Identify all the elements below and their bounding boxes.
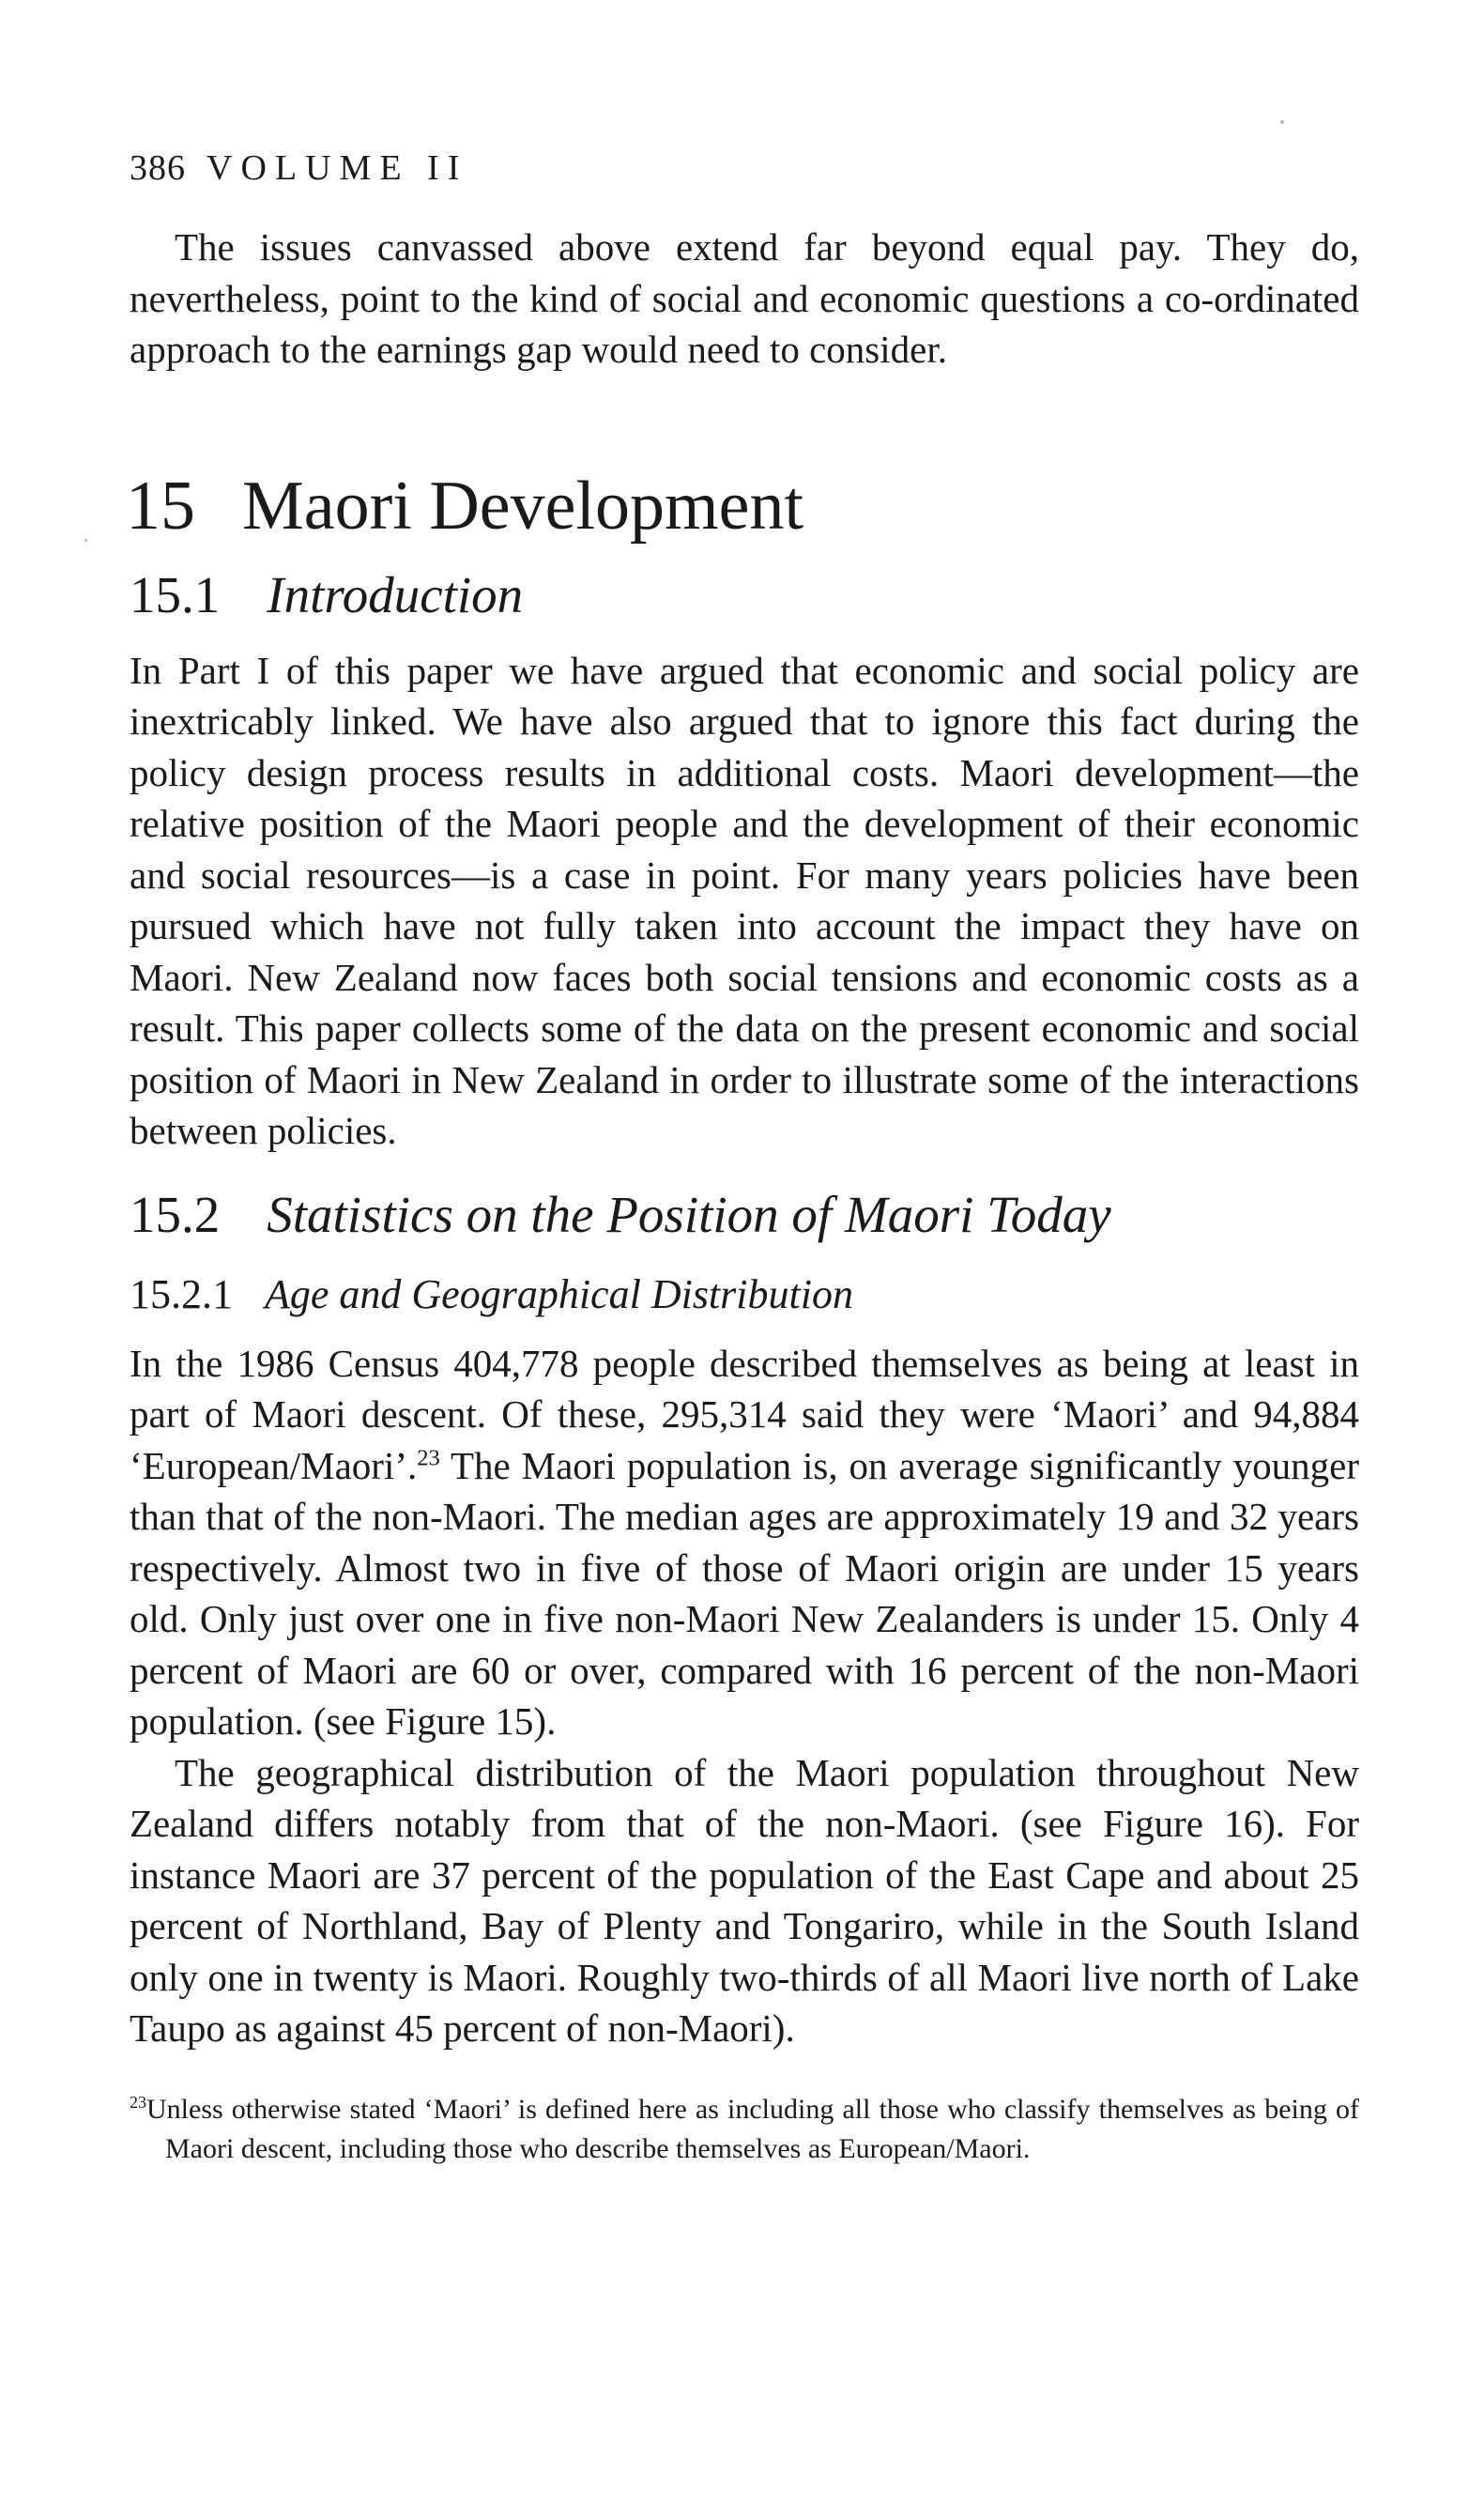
section-title: Statistics on the Position of Maori Today	[267, 1185, 1111, 1243]
subsection-title: Age and Geographical Distribution	[265, 1270, 853, 1317]
chapter-title: Maori Development	[242, 467, 803, 545]
footnote-text: Unless otherwise stated ‘Maori’ is defined here as including all those who classify themselves as being of Maori descent, including those who describe themselves as European/Maori.	[146, 2093, 1359, 2164]
section-heading-introduction	[130, 565, 1359, 623]
chapter-heading	[126, 467, 1359, 545]
section-number: 15.1	[130, 565, 221, 623]
census-paragraph	[130, 1338, 1359, 1747]
footnote	[130, 2090, 1359, 2169]
footnote-reference: 23	[417, 1444, 440, 1470]
book-page	[126, 148, 1359, 2169]
intro-paragraph: The issues canvassed above extend far beyond equal pay. They do, nevertheless, point to the kind of social and economic questions a co-ordinated approach to the earnings gap would need to consider.	[130, 225, 1359, 371]
running-head	[130, 150, 1359, 186]
section-number: 15.2	[130, 1185, 221, 1243]
census-text-part1: In the 1986 Census 404,778 people described themselves as being at least in part of Maori descent. Of these, 295,314 said they were ‘Maori’ and 94,884 ‘European/Maori’.	[130, 1341, 1359, 1487]
footnote-marker: 23	[130, 2092, 146, 2112]
geographical-paragraph: The geographical distribution of the Maori population throughout New Zealand differs notably from that of the non-Maori. (see Figure 16). For instance Maori are 37 percent of the population of the East Cape and about 25 percent of Northland, Bay of Plenty and Tongariro, while in the South Island only one in twenty is Maori. Roughly two-thirds of all Maori live north of Lake Taupo as against 45 percent of non-Maori).	[130, 1750, 1359, 2050]
subsection-heading-age-distribution	[130, 1270, 1359, 1317]
scan-speck	[1280, 120, 1284, 124]
volume-label: VOLUME II	[207, 148, 468, 188]
chapter-number: 15	[126, 467, 195, 545]
section-heading-statistics	[130, 1185, 1359, 1243]
census-text-part2: The Maori population is, on average significantly younger than that of the non-Maori. The median ages are approximately 19 and 32 years respectively. Almost two in five of those of Maori origin are under 15 years old. Only just over one in five non-Maori New Zealanders is under 15. Only 4 percent of Maori are 60 or over, compared with 16 percent of the non-Maori population. (see Figure 15).	[130, 1443, 1359, 1743]
subsection-number: 15.2.1	[130, 1270, 233, 1317]
introduction-paragraph: In Part I of this paper we have argued that economic and social policy are inextricably linked. We have also argued that to ignore this fact during the policy design process results in additional costs. Maori development—the relative position of the Maori people and the development of their economic and social resources—is a case in point. For many years policies have been pursued which have not fully taken into account the impact they have on Maori. New Zealand now faces both social tensions and economic costs as a result. This paper collects some of the data on the present economic and social position of Maori in New Zealand in order to illustrate some of the interactions between policies.	[130, 648, 1359, 1152]
page-number: 386	[130, 148, 186, 188]
section-title: Introduction	[267, 565, 524, 623]
scan-speck	[84, 539, 87, 542]
